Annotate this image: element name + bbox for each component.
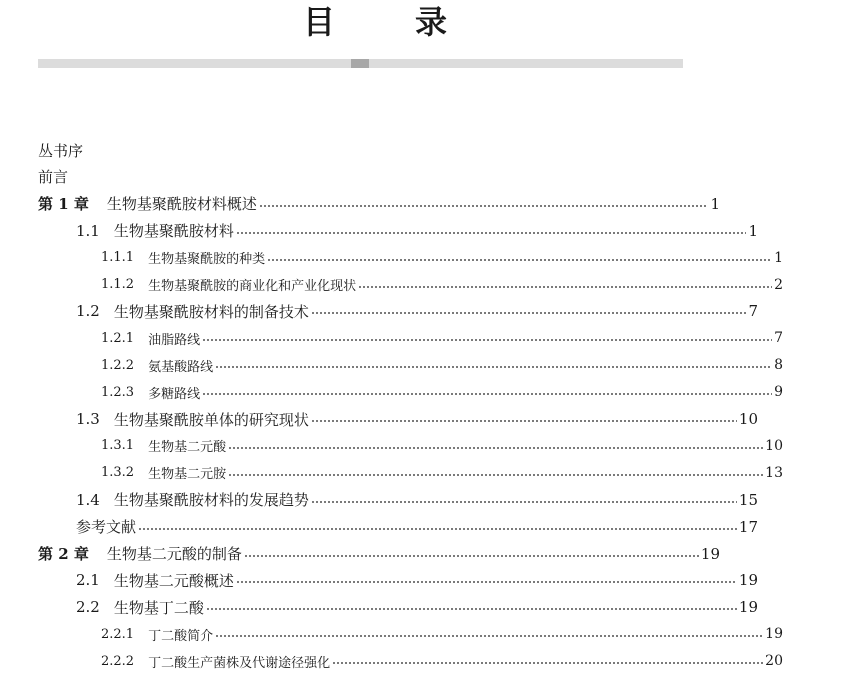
toc-entry-title: 生物基聚酰胺材料的发展趋势 bbox=[113, 491, 309, 510]
toc-page-number: 20 bbox=[765, 653, 783, 670]
toc-entry bbox=[0, 298, 826, 324]
toc-page-number: 19 bbox=[738, 571, 758, 590]
toc-leader-dots bbox=[228, 474, 763, 476]
toc-entry-number: 1.3 bbox=[76, 410, 100, 428]
page-title-char: 录 bbox=[415, 3, 448, 41]
divider-mark bbox=[351, 59, 369, 68]
page-title-char: 目 bbox=[302, 3, 335, 41]
toc-entry bbox=[0, 594, 826, 620]
toc-entry-number: 1.3.2 bbox=[101, 465, 135, 481]
toc-entry bbox=[0, 621, 851, 647]
toc-leader-dots bbox=[358, 286, 772, 288]
toc-entry-number: 1.1.1 bbox=[101, 250, 135, 266]
toc-leader-dots bbox=[267, 259, 772, 261]
toc-entry-number: 1.1.2 bbox=[101, 277, 135, 292]
toc-leader-dots bbox=[202, 339, 772, 341]
toc-entry-number: 1.2.2 bbox=[101, 357, 135, 373]
toc-entry bbox=[0, 164, 788, 190]
toc-page-number: 1 bbox=[774, 249, 783, 266]
toc-entry-title: 参考文献 bbox=[76, 518, 137, 537]
toc-entry-title: 油脂路线 bbox=[148, 332, 201, 348]
toc-entry-number: 2.2.2 bbox=[101, 653, 135, 669]
toc-entry bbox=[0, 541, 788, 567]
toc-page-number: 1 bbox=[710, 194, 720, 213]
toc-entry-title: 生物基聚酰胺材料的制备技术 bbox=[113, 302, 309, 321]
toc-page-number: 13 bbox=[765, 464, 783, 481]
toc-entry bbox=[0, 433, 851, 459]
toc-leader-dots bbox=[202, 393, 772, 395]
toc-entry-number: 1.1 bbox=[76, 221, 100, 240]
toc-leader-dots bbox=[311, 420, 737, 422]
toc-entry bbox=[0, 137, 788, 163]
toc-page-number: 1 bbox=[748, 221, 758, 240]
toc-leader-dots bbox=[236, 581, 737, 583]
toc-entry-title: 丁二酸简介 bbox=[148, 628, 214, 644]
page-title bbox=[0, 0, 750, 44]
toc-leader-dots bbox=[311, 312, 747, 314]
toc-entry bbox=[0, 379, 851, 405]
toc-page-number: 10 bbox=[738, 410, 758, 428]
toc-leader-dots bbox=[332, 662, 763, 664]
toc-entry-number: 第 1 章 bbox=[38, 195, 89, 214]
toc-entry bbox=[0, 245, 851, 271]
toc-entry-title: 生物基聚酰胺的种类 bbox=[148, 252, 266, 268]
toc-entry bbox=[0, 487, 826, 513]
title-divider bbox=[38, 59, 683, 68]
toc-leader-dots bbox=[206, 608, 737, 610]
toc-page-number: 7 bbox=[774, 330, 783, 347]
toc-leader-dots bbox=[215, 635, 763, 637]
toc-entry-title: 丛书序 bbox=[38, 141, 84, 160]
toc-entry-title: 生物基聚酰胺材料 bbox=[113, 222, 234, 241]
toc-entry-title: 生物基二元酸概述 bbox=[113, 571, 234, 590]
toc-page-number: 19 bbox=[765, 626, 783, 643]
toc-entry bbox=[0, 406, 826, 432]
toc-page-number: 17 bbox=[738, 517, 758, 536]
toc-leader-dots bbox=[215, 366, 772, 368]
toc-entry-number: 2.1 bbox=[76, 571, 100, 590]
toc-entry-number: 2.2 bbox=[76, 598, 100, 617]
toc-entry-number: 1.2.3 bbox=[101, 384, 135, 400]
toc-entry bbox=[0, 218, 826, 244]
toc-leader-dots bbox=[236, 232, 747, 234]
toc-page-number: 19 bbox=[738, 598, 758, 617]
toc-entry bbox=[0, 325, 851, 351]
toc-page-number: 19 bbox=[700, 544, 720, 563]
toc-entry-title: 生物基丁二酸 bbox=[113, 598, 204, 617]
toc-entry bbox=[0, 460, 851, 486]
toc-page-number: 10 bbox=[765, 437, 783, 454]
toc-page-number: 2 bbox=[774, 276, 783, 293]
toc-entry-number: 1.3.1 bbox=[101, 438, 135, 454]
toc-entry-title: 生物基二元酸 bbox=[148, 440, 227, 456]
toc-leader-dots bbox=[138, 528, 737, 530]
toc-entry bbox=[0, 191, 788, 217]
toc-entry-title: 生物基聚酰胺的商业化和产业化现状 bbox=[148, 279, 357, 294]
toc-entry-title: 生物基聚酰胺材料概述 bbox=[106, 195, 257, 214]
toc-entry-number: 2.2.1 bbox=[101, 626, 135, 642]
toc-leader-dots bbox=[244, 555, 699, 557]
toc-entry-title: 生物基二元胺 bbox=[148, 467, 227, 483]
toc-page-number: 15 bbox=[738, 490, 758, 509]
toc-entry bbox=[0, 567, 826, 593]
toc-entry-number: 第 2 章 bbox=[38, 545, 89, 563]
toc-leader-dots bbox=[259, 205, 709, 207]
toc-entry-title: 生物基聚酰胺单体的研究现状 bbox=[113, 410, 309, 429]
toc-entry-title: 丁二酸生产菌株及代谢途径强化 bbox=[148, 655, 331, 671]
toc-entry bbox=[0, 648, 851, 674]
toc-entry-number: 1.2.1 bbox=[101, 330, 135, 346]
toc-entry-title: 生物基二元酸的制备 bbox=[106, 545, 242, 563]
toc-leader-dots bbox=[228, 447, 763, 449]
toc-entry bbox=[0, 514, 826, 540]
toc-entry-title: 前言 bbox=[38, 168, 69, 187]
toc-leader-dots bbox=[311, 501, 737, 503]
toc-page-number: 7 bbox=[748, 302, 758, 321]
toc-entry bbox=[0, 352, 851, 378]
toc-entry-number: 1.4 bbox=[76, 490, 100, 509]
toc-entry-number: 1.2 bbox=[76, 302, 100, 321]
toc-page-number: 8 bbox=[774, 357, 783, 374]
toc-entry bbox=[0, 272, 851, 298]
toc-entry-title: 多糖路线 bbox=[148, 386, 201, 402]
toc-page-number: 9 bbox=[774, 384, 783, 401]
toc-entry-title: 氨基酸路线 bbox=[148, 359, 214, 375]
